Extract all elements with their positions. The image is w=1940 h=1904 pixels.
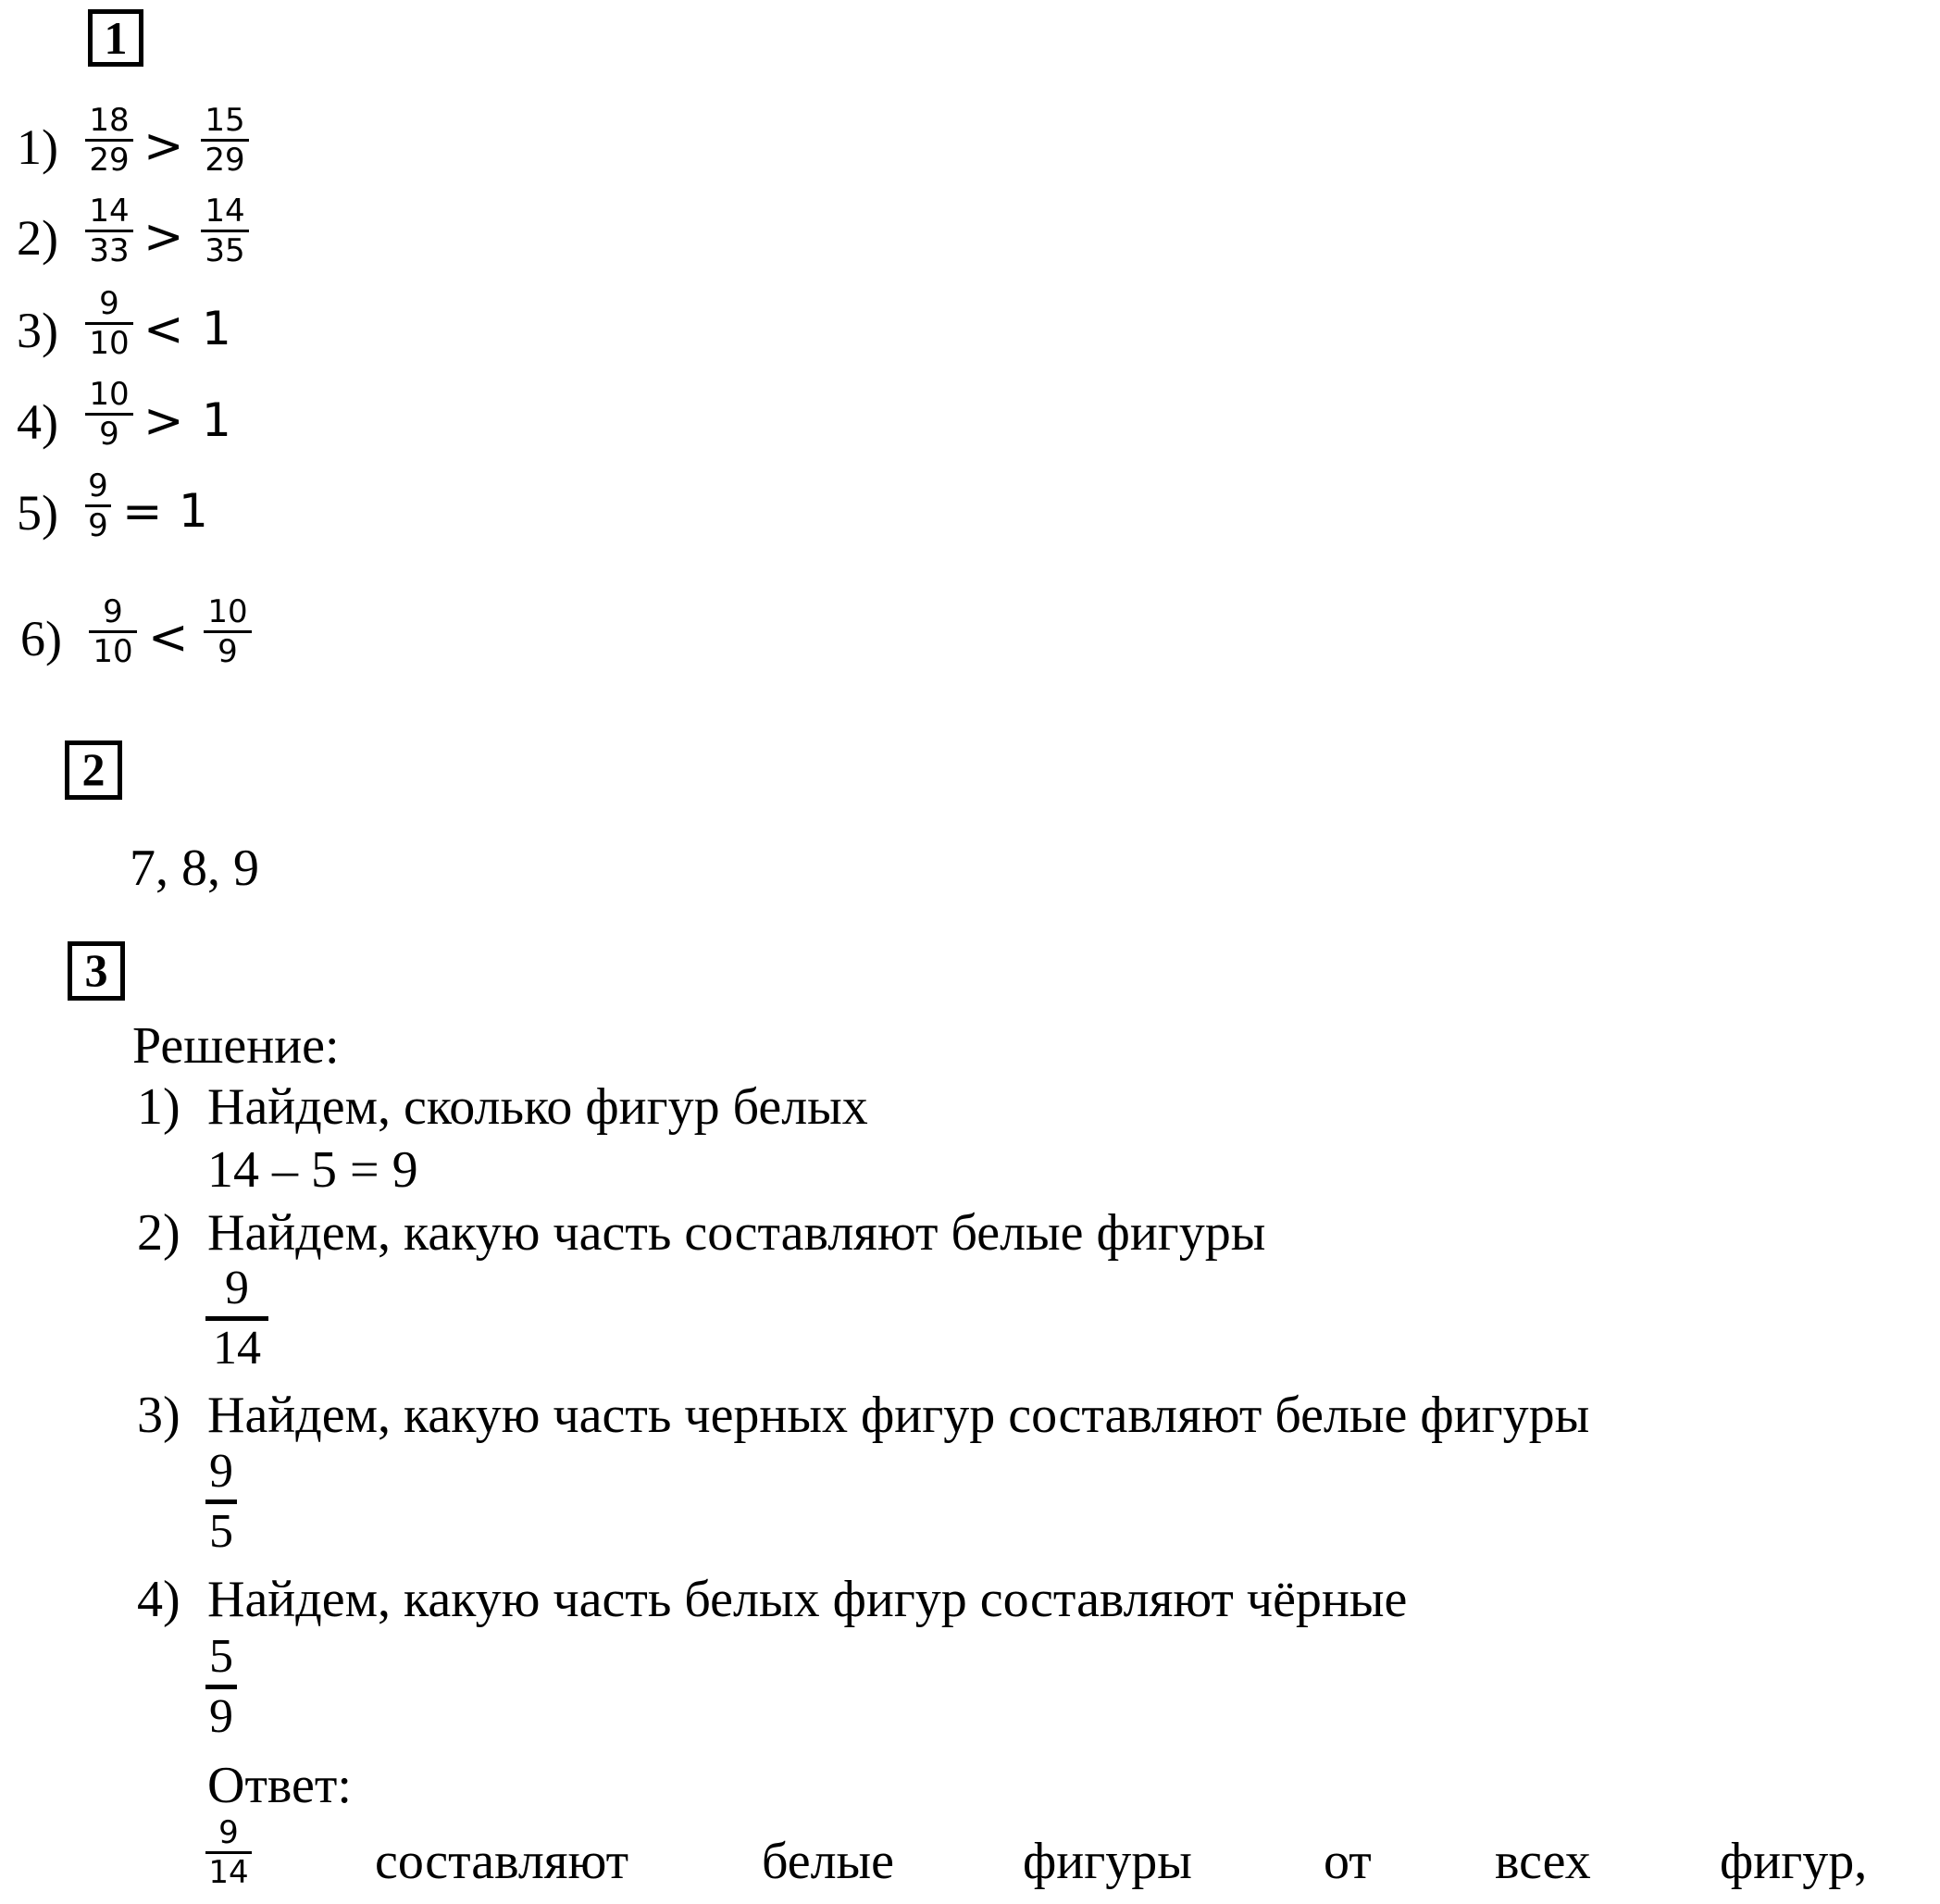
task-2-number: 2 <box>81 743 106 795</box>
task-1-item-3-operator: < <box>143 302 184 357</box>
task-3-step-1-text: Найдем, сколько фигур белых <box>207 1078 868 1136</box>
task-3-step-3-fraction <box>205 1444 237 1560</box>
task-3-solution-label: Решение: <box>132 1017 340 1075</box>
task-3-step-2-fraction <box>205 1261 268 1376</box>
task-3-step-2-label: 2) <box>137 1204 180 1262</box>
task-3-answer-word-4: от <box>1324 1833 1372 1890</box>
numerator: 14 <box>205 193 245 230</box>
task-3-step-4-label: 4) <box>137 1571 180 1628</box>
task-1-item-6-right-fraction <box>204 593 252 670</box>
denominator: 9 <box>88 507 108 544</box>
task-3-answer-label: Ответ: <box>207 1757 352 1814</box>
numerator: 15 <box>205 102 245 139</box>
task-1-item-6-operator: < <box>148 610 189 666</box>
denominator: 29 <box>89 142 130 179</box>
task-1-item-1-operator: > <box>143 118 184 174</box>
denominator: 9 <box>218 633 238 670</box>
task-3-step-3-label: 3) <box>137 1387 180 1444</box>
task-2-number-box <box>65 740 122 800</box>
task-1-item-5-operator: = <box>122 484 163 540</box>
numerator: 9 <box>103 593 123 630</box>
task-1-item-6-label: 6) <box>20 611 62 666</box>
task-1-item-5-label: 5) <box>17 485 58 541</box>
task-1-item-3-label: 3) <box>17 303 58 358</box>
task-1-item-5-right-value: 1 <box>179 484 208 538</box>
task-1-item-1-right-fraction <box>201 102 249 179</box>
task-3-answer-word-6: фигур, <box>1720 1833 1868 1890</box>
numerator: 18 <box>89 102 130 139</box>
numerator: 5 <box>209 1630 233 1683</box>
denominator: 35 <box>205 232 245 269</box>
task-3-answer-word-3: фигуры <box>1023 1833 1192 1890</box>
numerator: 10 <box>207 593 248 630</box>
task-1-item-6-left-fraction <box>89 593 137 670</box>
task-2-answer: 7, 8, 9 <box>130 840 259 897</box>
task-1-number-box <box>88 9 143 67</box>
task-1-item-2-left-fraction <box>85 193 133 269</box>
task-3-step-3-text: Найдем, какую часть черных фигур составляют белые фигуры <box>207 1387 1590 1444</box>
denominator: 33 <box>89 232 130 269</box>
denominator: 9 <box>99 416 119 453</box>
task-3-step-1-calc: 14 – 5 = 9 <box>207 1141 418 1199</box>
numerator: 14 <box>89 193 130 230</box>
denominator: 9 <box>209 1690 233 1743</box>
task-3-number-box <box>68 941 125 1001</box>
denominator: 10 <box>89 325 130 362</box>
task-1-item-3-right-value: 1 <box>202 302 231 355</box>
denominator: 14 <box>208 1854 249 1891</box>
task-3-answer-fraction <box>205 1814 252 1891</box>
numerator: 9 <box>88 467 108 504</box>
denominator: 14 <box>213 1322 261 1375</box>
task-1-item-5-left-fraction <box>85 467 111 544</box>
denominator: 10 <box>93 633 133 670</box>
task-3-step-4-fraction <box>205 1629 237 1745</box>
task-3-answer-word-5: всех <box>1495 1833 1591 1890</box>
task-3-step-1-label: 1) <box>137 1078 180 1136</box>
task-1-item-4-right-value: 1 <box>202 393 231 447</box>
numerator: 9 <box>209 1445 233 1498</box>
task-1-item-2-right-fraction <box>201 193 249 269</box>
task-3-step-2-text: Найдем, какую часть составляют белые фигуры <box>207 1204 1266 1262</box>
task-1-item-4-left-fraction <box>85 376 133 453</box>
task-3-answer-word-2: белые <box>762 1833 895 1890</box>
numerator: 9 <box>218 1814 239 1851</box>
task-3-number: 3 <box>84 944 108 996</box>
numerator: 9 <box>225 1262 249 1314</box>
denominator: 5 <box>209 1505 233 1558</box>
task-1-item-1-left-fraction <box>85 102 133 179</box>
task-1-item-4-operator: > <box>143 393 184 449</box>
denominator: 29 <box>205 142 245 179</box>
task-3-answer-word-1: составляют <box>375 1833 629 1890</box>
task-1-item-4-label: 4) <box>17 394 58 450</box>
task-3-step-4-text: Найдем, какую часть белых фигур составляют чёрные <box>207 1571 1408 1628</box>
task-1-item-3-left-fraction <box>85 285 133 362</box>
task-1-number: 1 <box>104 12 128 64</box>
task-1-item-2-operator: > <box>143 209 184 265</box>
task-1-item-2-label: 2) <box>17 210 58 266</box>
numerator: 10 <box>89 376 130 413</box>
numerator: 9 <box>99 285 119 322</box>
task-1-item-1-label: 1) <box>17 119 58 175</box>
